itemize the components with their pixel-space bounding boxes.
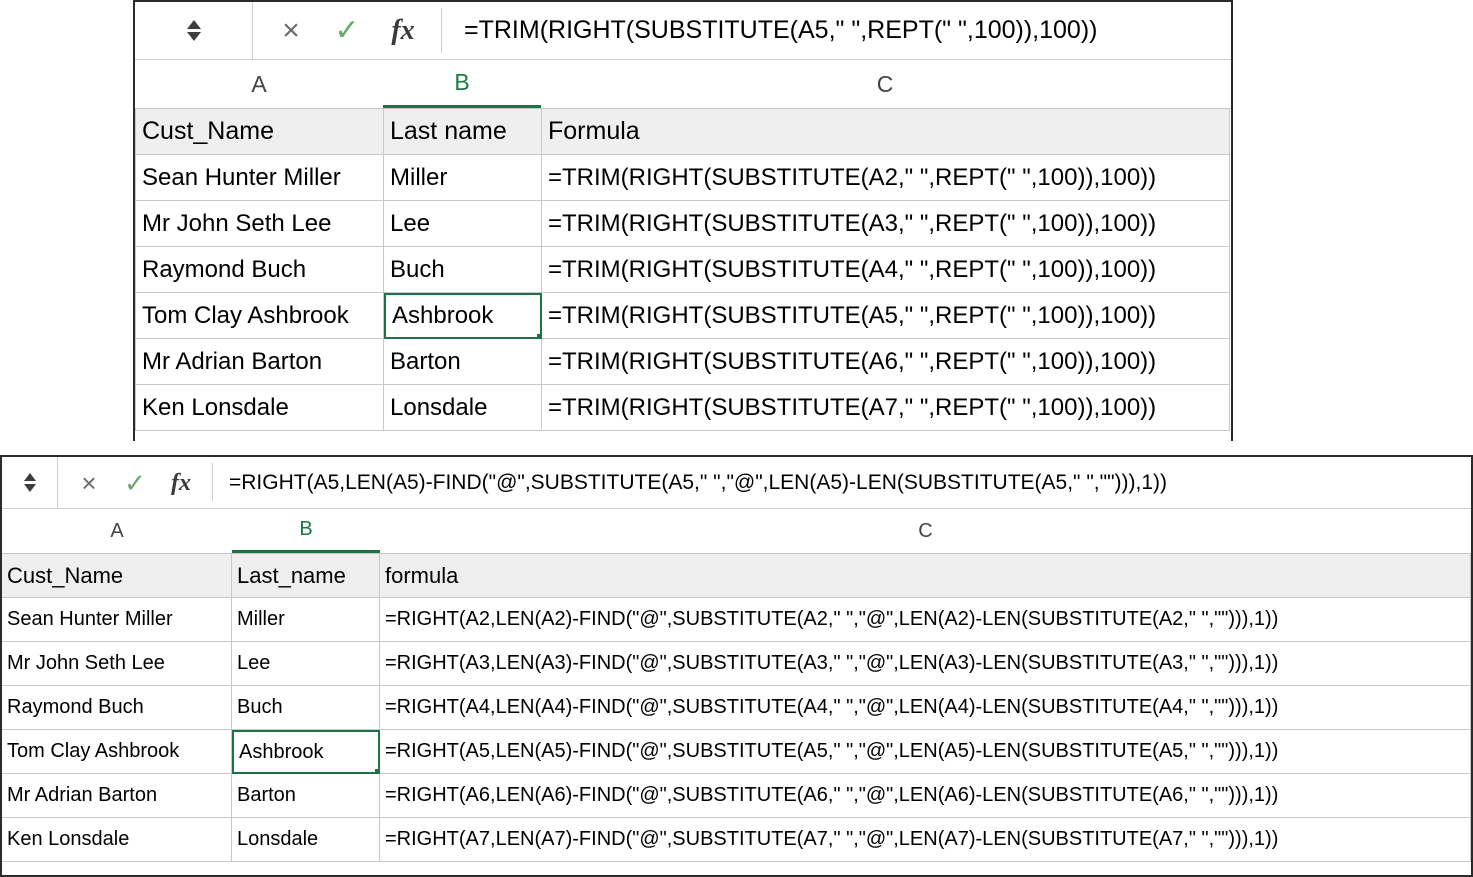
column-header-a[interactable]: A bbox=[2, 509, 232, 553]
formula-input-bottom[interactable]: =RIGHT(A5,LEN(A5)-FIND("@",SUBSTITUTE(A5," ","@",LEN(A5)-LEN(SUBSTITUTE(A5," ",""))),1)) bbox=[229, 470, 1168, 494]
cell-c7[interactable]: =TRIM(RIGHT(SUBSTITUTE(A7," ",REPT(" ",100)),100)) bbox=[542, 385, 1230, 431]
cell-a3[interactable]: Mr John Seth Lee bbox=[136, 201, 384, 247]
cell-c6[interactable]: =RIGHT(A6,LEN(A6)-FIND("@",SUBSTITUTE(A6," ","@",LEN(A6)-LEN(SUBSTITUTE(A6," ",""))),1)) bbox=[380, 774, 1471, 818]
column-headers-bottom bbox=[2, 509, 1471, 553]
cell-b7[interactable]: Lonsdale bbox=[384, 385, 542, 431]
cell-a1[interactable]: Cust_Name bbox=[136, 109, 384, 155]
table-row bbox=[2, 730, 1471, 774]
formula-bar-buttons-bottom bbox=[58, 457, 212, 508]
cell-a6[interactable]: Mr Adrian Barton bbox=[136, 339, 384, 385]
table-row bbox=[136, 247, 1231, 293]
spinner-down-icon[interactable] bbox=[187, 32, 201, 41]
formula-input-top[interactable]: =TRIM(RIGHT(SUBSTITUTE(A5," ",REPT(" ",100)),100)) bbox=[464, 16, 1098, 44]
cancel-icon[interactable]: × bbox=[282, 13, 300, 47]
cell-b4[interactable]: Buch bbox=[384, 247, 542, 293]
insert-function-icon[interactable]: fx bbox=[171, 469, 191, 496]
grid-bottom bbox=[2, 553, 1471, 862]
table-row bbox=[2, 642, 1471, 686]
cell-b3[interactable]: Lee bbox=[232, 642, 380, 686]
spinner-down-icon[interactable] bbox=[24, 484, 36, 492]
cell-c3[interactable]: =RIGHT(A3,LEN(A3)-FIND("@",SUBSTITUTE(A3," ","@",LEN(A3)-LEN(SUBSTITUTE(A3," ",""))),1)) bbox=[380, 642, 1471, 686]
cancel-icon[interactable]: × bbox=[81, 467, 97, 498]
cell-b3[interactable]: Lee bbox=[384, 201, 542, 247]
cell-b6[interactable]: Barton bbox=[232, 774, 380, 818]
cell-b5-active[interactable]: Ashbrook bbox=[384, 293, 542, 339]
column-headers-top bbox=[135, 60, 1231, 108]
spreadsheet-panel-bottom bbox=[0, 455, 1473, 877]
formula-bar-bottom bbox=[2, 457, 1471, 509]
name-box-spinner-top[interactable] bbox=[135, 2, 253, 59]
cell-c5[interactable]: =RIGHT(A5,LEN(A5)-FIND("@",SUBSTITUTE(A5," ","@",LEN(A5)-LEN(SUBSTITUTE(A5," ",""))),1)) bbox=[380, 730, 1471, 774]
spreadsheet-panel-top bbox=[133, 0, 1233, 441]
cell-c5[interactable]: =TRIM(RIGHT(SUBSTITUTE(A5," ",REPT(" ",100)),100)) bbox=[542, 293, 1230, 339]
table-row bbox=[2, 598, 1471, 642]
table-row bbox=[136, 155, 1231, 201]
cell-c4[interactable]: =RIGHT(A4,LEN(A4)-FIND("@",SUBSTITUTE(A4," ","@",LEN(A4)-LEN(SUBSTITUTE(A4," ",""))),1)) bbox=[380, 686, 1471, 730]
cell-a4[interactable]: Raymond Buch bbox=[2, 686, 232, 730]
cell-b1[interactable]: Last_name bbox=[232, 554, 380, 598]
cell-a5[interactable]: Tom Clay Ashbrook bbox=[136, 293, 384, 339]
column-header-c[interactable]: C bbox=[541, 60, 1229, 108]
accept-icon[interactable]: ✓ bbox=[334, 13, 360, 47]
column-header-c[interactable]: C bbox=[380, 509, 1471, 553]
table-row bbox=[136, 385, 1231, 431]
table-row bbox=[2, 818, 1471, 862]
cell-a7[interactable]: Ken Lonsdale bbox=[2, 818, 232, 862]
cell-a4[interactable]: Raymond Buch bbox=[136, 247, 384, 293]
grid-top bbox=[135, 108, 1231, 431]
cell-b2[interactable]: Miller bbox=[232, 598, 380, 642]
accept-icon[interactable]: ✓ bbox=[124, 467, 146, 498]
table-row bbox=[2, 774, 1471, 818]
insert-function-icon[interactable]: fx bbox=[391, 14, 415, 46]
cell-c2[interactable]: =RIGHT(A2,LEN(A2)-FIND("@",SUBSTITUTE(A2," ","@",LEN(A2)-LEN(SUBSTITUTE(A2," ",""))),1)) bbox=[380, 598, 1471, 642]
table-row bbox=[2, 686, 1471, 730]
cell-a2[interactable]: Sean Hunter Miller bbox=[2, 598, 232, 642]
cell-a7[interactable]: Ken Lonsdale bbox=[136, 385, 384, 431]
table-row bbox=[136, 201, 1231, 247]
table-row bbox=[136, 293, 1231, 339]
cell-b7[interactable]: Lonsdale bbox=[232, 818, 380, 862]
cell-b5-active[interactable]: Ashbrook bbox=[232, 730, 380, 774]
cell-b1[interactable]: Last name bbox=[384, 109, 542, 155]
cell-a3[interactable]: Mr John Seth Lee bbox=[2, 642, 232, 686]
column-header-a[interactable]: A bbox=[135, 60, 383, 108]
cell-a1[interactable]: Cust_Name bbox=[2, 554, 232, 598]
cell-b6[interactable]: Barton bbox=[384, 339, 542, 385]
spinner-up-icon[interactable] bbox=[24, 473, 36, 481]
cell-c3[interactable]: =TRIM(RIGHT(SUBSTITUTE(A3," ",REPT(" ",100)),100)) bbox=[542, 201, 1230, 247]
formula-bar-buttons-top bbox=[253, 2, 441, 59]
name-box-spinner-bottom[interactable] bbox=[2, 457, 58, 508]
cell-c4[interactable]: =TRIM(RIGHT(SUBSTITUTE(A4," ",REPT(" ",100)),100)) bbox=[542, 247, 1230, 293]
spinner-up-icon[interactable] bbox=[187, 20, 201, 29]
cell-c2[interactable]: =TRIM(RIGHT(SUBSTITUTE(A2," ",REPT(" ",100)),100)) bbox=[542, 155, 1230, 201]
table-row bbox=[136, 339, 1231, 385]
table-row bbox=[136, 109, 1231, 155]
formula-bar-top bbox=[135, 2, 1231, 60]
cell-c6[interactable]: =TRIM(RIGHT(SUBSTITUTE(A6," ",REPT(" ",100)),100)) bbox=[542, 339, 1230, 385]
cell-c1[interactable]: formula bbox=[380, 554, 1471, 598]
cell-a5[interactable]: Tom Clay Ashbrook bbox=[2, 730, 232, 774]
cell-a6[interactable]: Mr Adrian Barton bbox=[2, 774, 232, 818]
cell-c7[interactable]: =RIGHT(A7,LEN(A7)-FIND("@",SUBSTITUTE(A7," ","@",LEN(A7)-LEN(SUBSTITUTE(A7," ",""))),1)) bbox=[380, 818, 1471, 862]
cell-b4[interactable]: Buch bbox=[232, 686, 380, 730]
cell-a2[interactable]: Sean Hunter Miller bbox=[136, 155, 384, 201]
column-header-b[interactable]: B bbox=[383, 60, 541, 108]
cell-b2[interactable]: Miller bbox=[384, 155, 542, 201]
cell-c1[interactable]: Formula bbox=[542, 109, 1230, 155]
column-header-b[interactable]: B bbox=[232, 509, 380, 553]
table-row bbox=[2, 554, 1471, 598]
